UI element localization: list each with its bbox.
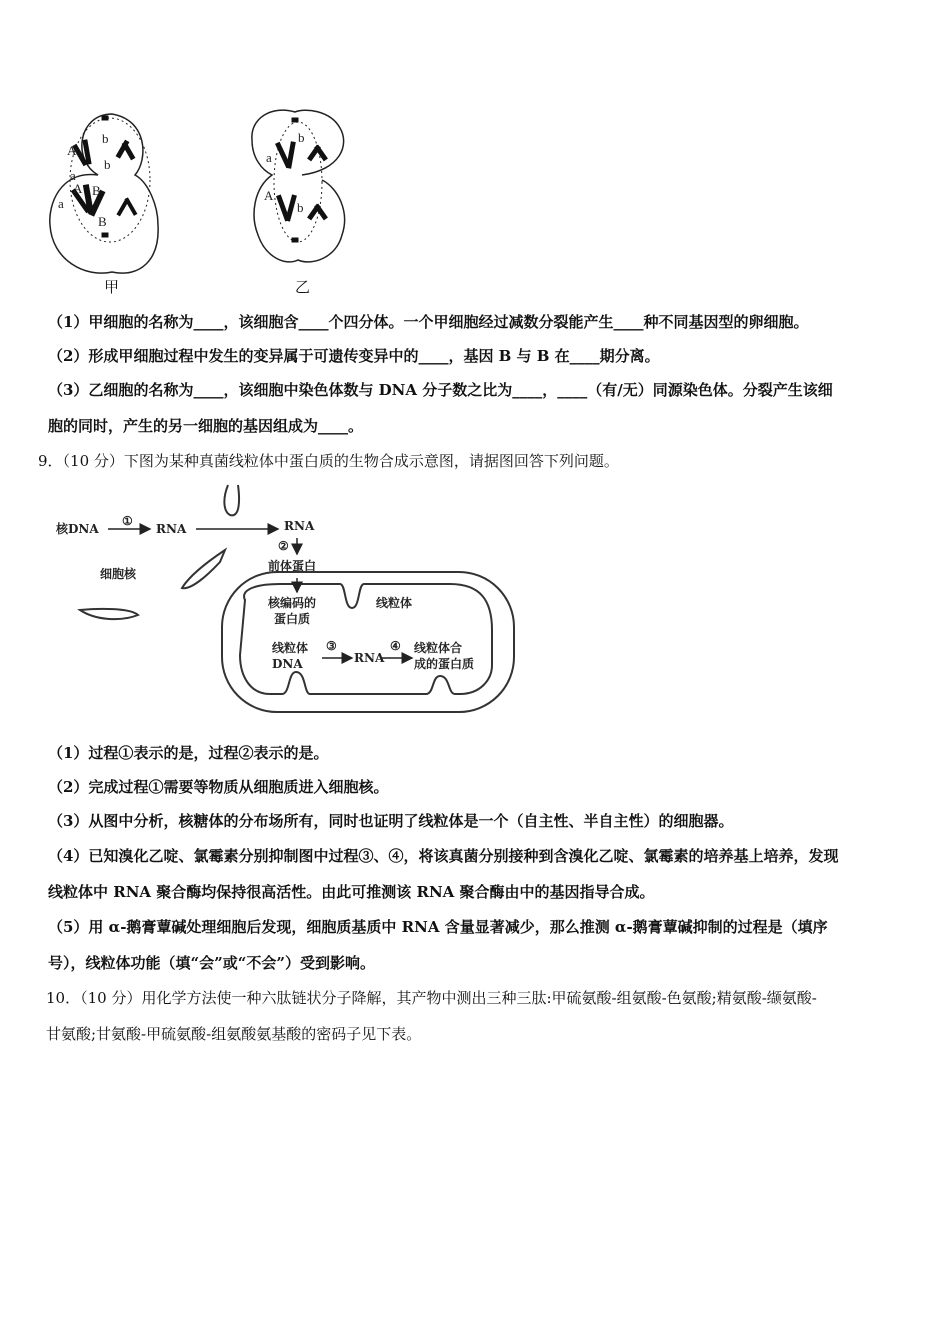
mt-dna-label: 线粒体 bbox=[272, 641, 309, 655]
cell-jia-label: b bbox=[104, 157, 111, 172]
q9-heading: 9．（10 分）下图为某种真菌线粒体中蛋白质的生物合成示意图，请据图回答下列问题。 bbox=[38, 452, 619, 470]
mitochondria-protein-synthesis-diagram bbox=[40, 480, 520, 730]
q8-part3-line1: （3）乙细胞的名称为____，该细胞中染色体数与 DNA 分子数之比为____，____（有/无）同源染色体。分裂产生该细 bbox=[48, 381, 833, 399]
nucleus-label: 细胞核 bbox=[100, 567, 137, 581]
mt-synthesized-protein-label: 线粒体合 bbox=[414, 641, 463, 655]
rna-label: RNA bbox=[354, 651, 385, 665]
q8-part2: （2）形成甲细胞过程中发生的变异属于可遗传变异中的____，基因 B 与 B 在____期分离。 bbox=[48, 347, 660, 365]
cell-jia-label: a bbox=[58, 196, 64, 211]
nuclear-encoded-protein-label: 蛋白质 bbox=[274, 612, 311, 626]
q9-part4-line2: 线粒体中 RNA 聚合酶均保持很高活性。由此可推测该 RNA 聚合酶由中的基因指导合成。 bbox=[48, 883, 655, 901]
precursor-protein-label: 前体蛋白 bbox=[268, 559, 317, 573]
step-2-label: ② bbox=[278, 539, 289, 553]
rna-label: RNA bbox=[284, 519, 315, 533]
cell-jia-caption: 甲 bbox=[104, 278, 120, 296]
cell-jia-label: A bbox=[73, 181, 83, 196]
q8-part3-line2: 胞的同时，产生的另一细胞的基因组成为____。 bbox=[48, 417, 364, 435]
cell-yi-label: a bbox=[266, 150, 272, 165]
q9-part1: （1）过程①表示的是，过程②表示的是。 bbox=[48, 744, 329, 762]
cell-jia-label: a bbox=[70, 168, 76, 183]
cell-jia-label: b bbox=[102, 131, 109, 146]
nuclear-dna-label: 核DNA bbox=[56, 522, 99, 536]
mitochondrion-membranes bbox=[222, 572, 514, 712]
cell-yi-label: b bbox=[298, 130, 305, 145]
nuclear-encoded-protein-label: 核编码的 bbox=[268, 596, 317, 610]
mt-synthesized-protein-label: 成的蛋白质 bbox=[414, 657, 475, 671]
q9-part4-line1: （4）已知溴化乙啶、氯霉素分别抑制图中过程③、④，将该真菌分别接种到含溴化乙啶、氯霉素的培养基上培养，发现 bbox=[48, 847, 839, 865]
q9-part5-line2: 号），线粒体功能（填“会”或“不会”）受到影响。 bbox=[48, 954, 376, 972]
q8-part1: （1）甲细胞的名称为____，该细胞含____个四分体。一个甲细胞经过减数分裂能产生____种不同基因型的卵细胞。 bbox=[48, 313, 809, 331]
step-4-label: ④ bbox=[390, 639, 401, 653]
q9-part5-line1: （5）用 α-鹅膏蕈碱处理细胞后发现，细胞质基质中 RNA 含量显著减少，那么推测 α-鹅膏蕈碱抑制的过程是（填序 bbox=[48, 918, 828, 936]
step-3-label: ③ bbox=[326, 639, 337, 653]
cell-jia-label: B bbox=[92, 183, 101, 198]
mitochondrion-label: 线粒体 bbox=[376, 596, 413, 610]
q9-part3: （3）从图中分析，核糖体的分布场所有，同时也证明了线粒体是一个（自主性、半自主性）的细胞器。 bbox=[48, 812, 734, 830]
cell-division-figure bbox=[40, 100, 370, 300]
step-1-label: ① bbox=[122, 514, 133, 528]
rna-label: RNA bbox=[156, 522, 187, 536]
mt-dna-label: DNA bbox=[272, 657, 303, 671]
cell-yi-label: A bbox=[264, 188, 274, 203]
cell-jia-label: B bbox=[98, 214, 107, 229]
cell-yi-caption: 乙 bbox=[295, 278, 311, 296]
cell-jia-label: A bbox=[67, 143, 77, 158]
diagram-arrows bbox=[108, 529, 412, 658]
q10-line2: 甘氨酸;甘氨酸-甲硫氨酸-组氨酸氨基酸的密码子见下表。 bbox=[46, 1025, 422, 1043]
nuclear-membrane bbox=[80, 485, 239, 619]
cell-yi-label: b bbox=[297, 200, 304, 215]
q10-heading: 10．（10 分）用化学方法使一种六肽链状分子降解，其产物中测出三种三肽:甲硫氨酸-组氨酸-色氨酸;精氨酸-缬氨酸- bbox=[46, 989, 817, 1007]
q9-part2: （2）完成过程①需要等物质从细胞质进入细胞核。 bbox=[48, 778, 389, 796]
